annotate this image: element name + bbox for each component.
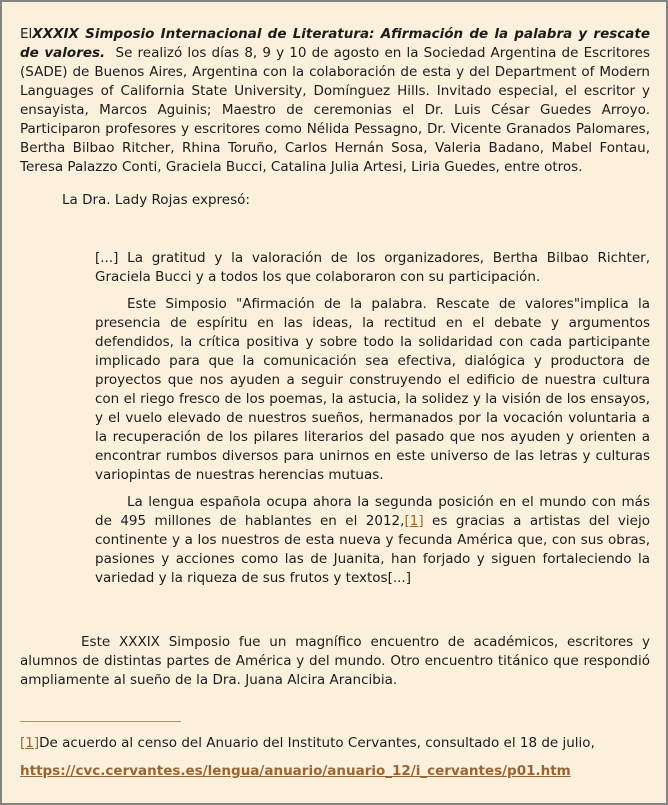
footnote-ref-bracket-open: [: [404, 513, 410, 529]
quote-3-text-after: es gracias a artistas del viejo continente y a los nuestros de esta nueva y fecunda América que, con sus obras, pasiones y acciones como las de Juanita, han forjado y siguen fortaleciendo la variedad y la riqueza de sus frutos y textos[...]: [95, 513, 650, 586]
intro-lead: El: [20, 26, 33, 42]
footnote-link-line: [20, 762, 650, 781]
footnote-ref-number: 1: [409, 513, 419, 529]
footnote-url-link[interactable]: https://cvc.cervantes.es/lengua/anuario/anuario_12/i_cervantes/p01.htm: [20, 763, 571, 779]
quote-paragraph-1: [...] La gratitud y la valoración de los organizadores, Bertha Bilbao Richter, Graciela Bucci y a todos los que colaboraron con su participación.: [95, 250, 650, 285]
footnote-ref-bracket-close: ]: [418, 513, 424, 529]
intro-body-text: Se realizó los días 8, 9 y 10 de agosto en la Sociedad Argentina de Escritores (SADE) de Buenos Aires, Argentina con la colaboración de esta y del Department of Modern Languages of California State University, Domínguez Hills. Invitado especial, el escritor y ensayista, Marcos Aguinis; Maestro de ceremonias el Dr. Luis César Guedes Arroyo. Participaron profesores y escritores como Nélida Pessagno, Dr. Vicente Granados Palomares, Bertha Bilbao Ritcher, Rhina Toruño, Carlos Hernán Sosa, Valeria Badano, Mabel Fontau, Teresa Palazzo Conti, Graciela Bucci, Catalina Julia Artesi, Liria Guedes, entre otros.: [20, 45, 651, 175]
footnote-backref-bracket-close: ]: [33, 735, 40, 751]
symposium-title: XXXIX Simposio Internacional de Literatura: Afirmación de la palabra y rescate de valores.: [20, 26, 650, 61]
footnote-separator: [20, 721, 181, 722]
footnote-ref-link[interactable]: [404, 513, 423, 529]
quote-3-text-before: La lengua española ocupa ahora la segunda posición en el mundo con más de 495 millones de hablantes en el 2012,: [95, 494, 650, 529]
paragraph-closing: Este XXXIX Simposio fue un magnífico encuentro de académicos, escritores y alumnos de distintas partes de América y del mundo. Otro encuentro titánico que respondió ampliamente al sueño de la Dra. Juana Alcira Arancibia.: [20, 634, 650, 688]
footnote-backref-bracket-open: [: [20, 735, 26, 751]
footnote-backref-link[interactable]: [20, 735, 39, 751]
footnote-text-line: [20, 734, 650, 753]
quote-paragraph-3: [95, 493, 650, 588]
footnote-text: De acuerdo al censo del Anuario del Instituto Cervantes, consultado el 18 de julio,: [39, 735, 595, 751]
paragraph-intro: [20, 25, 650, 177]
paragraph-lady-rojas: La Dra. Lady Rojas expresó:: [62, 192, 250, 208]
quote-block: [95, 249, 650, 588]
quote-paragraph-2: Este Simposio "Afirmación de la palabra. Rescate de valores"implica la presencia de espíritu en las ideas, la rectitud en el debate y argumentos defendidos, la crítica positiva y sobre todo la solidaridad con cada participante implicado para que la comunicación sea efectiva, dialógica y productora de proyectos que nos ayuden a seguir construyendo el edificio de nuestra cultura con el riego fresco de los poemas, la astucia, la solidez y la visión de los ensayos, y el vuelo elevado de nuestros sueños, hermanados por la vocación voluntaria a la recuperación de los pilares literarios del pasado que nos ayuden y orienten a encontrar rumbos diversos para unirnos en este universo de las letras y culturas variopintas de nuestras herencias mutuas.: [95, 296, 650, 483]
footnote-backref-number: 1: [25, 735, 34, 751]
